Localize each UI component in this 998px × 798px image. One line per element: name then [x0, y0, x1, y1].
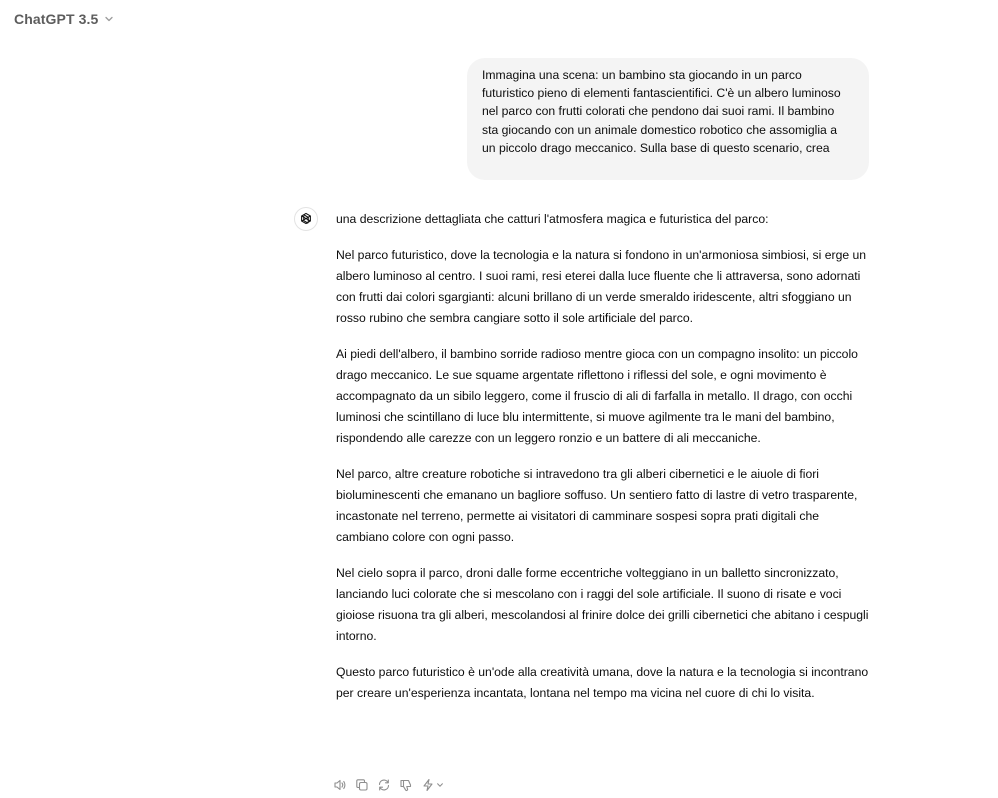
chevron-down-icon — [436, 780, 446, 790]
model-selector[interactable] — [14, 9, 114, 29]
openai-logo-icon — [294, 207, 318, 231]
assistant-paragraph: Nel parco futuristico, dove la tecnologia e la natura si fondono in un'armoniosa simbiosi, si erge un albero luminoso al centro. I suoi rami, resi eterei dalla luce fluente che li attraversa, sono adornati con frutti dai colori sgargianti: alcuni brillano di un verde smeraldo iridescente, altri sfoggiano un rosso rubino che sembra cangiare sotto il sole artificiale del parco. — [336, 248, 867, 325]
speaker-icon[interactable] — [333, 778, 347, 792]
assistant-paragraph: Nel cielo sopra il parco, droni dalle forme eccentriche volteggiano in un balletto sincronizzato, lanciando luci colorate che si mescolano con i raggi del sole artificiale. Il suono di risate e voci gioiose risuona tra gli alberi, mescolandosi al frinire dolce dei grilli cibernetici che abitano i cespugli intorno. — [336, 566, 869, 643]
copy-icon[interactable] — [355, 778, 369, 792]
lightning-icon — [421, 778, 435, 792]
message-actions — [333, 777, 446, 793]
model-label: ChatGPT 3.5 — [14, 11, 99, 27]
assistant-paragraph: Ai piedi dell'albero, il bambino sorride radioso mentre gioca con un compagno insolito: un piccolo drago meccanico. Le sue squame argentate riflettono i riflessi del sole, e ogni movimento è accompagnato da un sibilo leggero, come il fruscio di ali di farfalla in metallo. Il drago, con occhi luminosi che scintillano di luce blu intermittente, si muove agilmente tra le mani del bambino, rispondendo alle carezze con un leggero ronzio e un battere di ali meccaniche. — [336, 347, 858, 445]
assistant-paragraph: Questo parco futuristico è un'ode alla creatività umana, dove la natura e la tecnologia si incontrano per creare un'esperienza incantata, lontana nel tempo ma vicina nel cuore di chi lo visita. — [336, 665, 869, 700]
chevron-down-icon — [104, 14, 114, 24]
regenerate-icon[interactable] — [377, 778, 391, 792]
assistant-paragraph: Nel parco, altre creature robotiche si intravedono tra gli alberi cibernetici e le aiuole di fiori bioluminescenti che emanano un bagliore soffuso. Un sentiero fatto di lastre di vetro trasparente, incastonate nel terreno, permette ai visitatori di camminare sospesi sopra prati digitali che cambiano colore con ogni passo. — [336, 467, 858, 544]
assistant-paragraph: una descrizione dettagliata che catturi l'atmosfera magica e futuristica del parco: — [336, 212, 769, 226]
model-switch-button[interactable] — [421, 778, 446, 792]
assistant-message — [336, 209, 874, 719]
user-message: Immagina una scena: un bambino sta giocando in un parco futuristico pieno di elementi fantascientifici. C'è un albero luminoso nel parco con frutti colorati che pendono dai suoi rami. Il bambino sta giocando con un animale domestico robotico che assomiglia a un piccolo drago meccanico. Sulla base di questo scenario, crea — [467, 58, 869, 180]
thumbs-down-icon[interactable] — [399, 778, 413, 792]
